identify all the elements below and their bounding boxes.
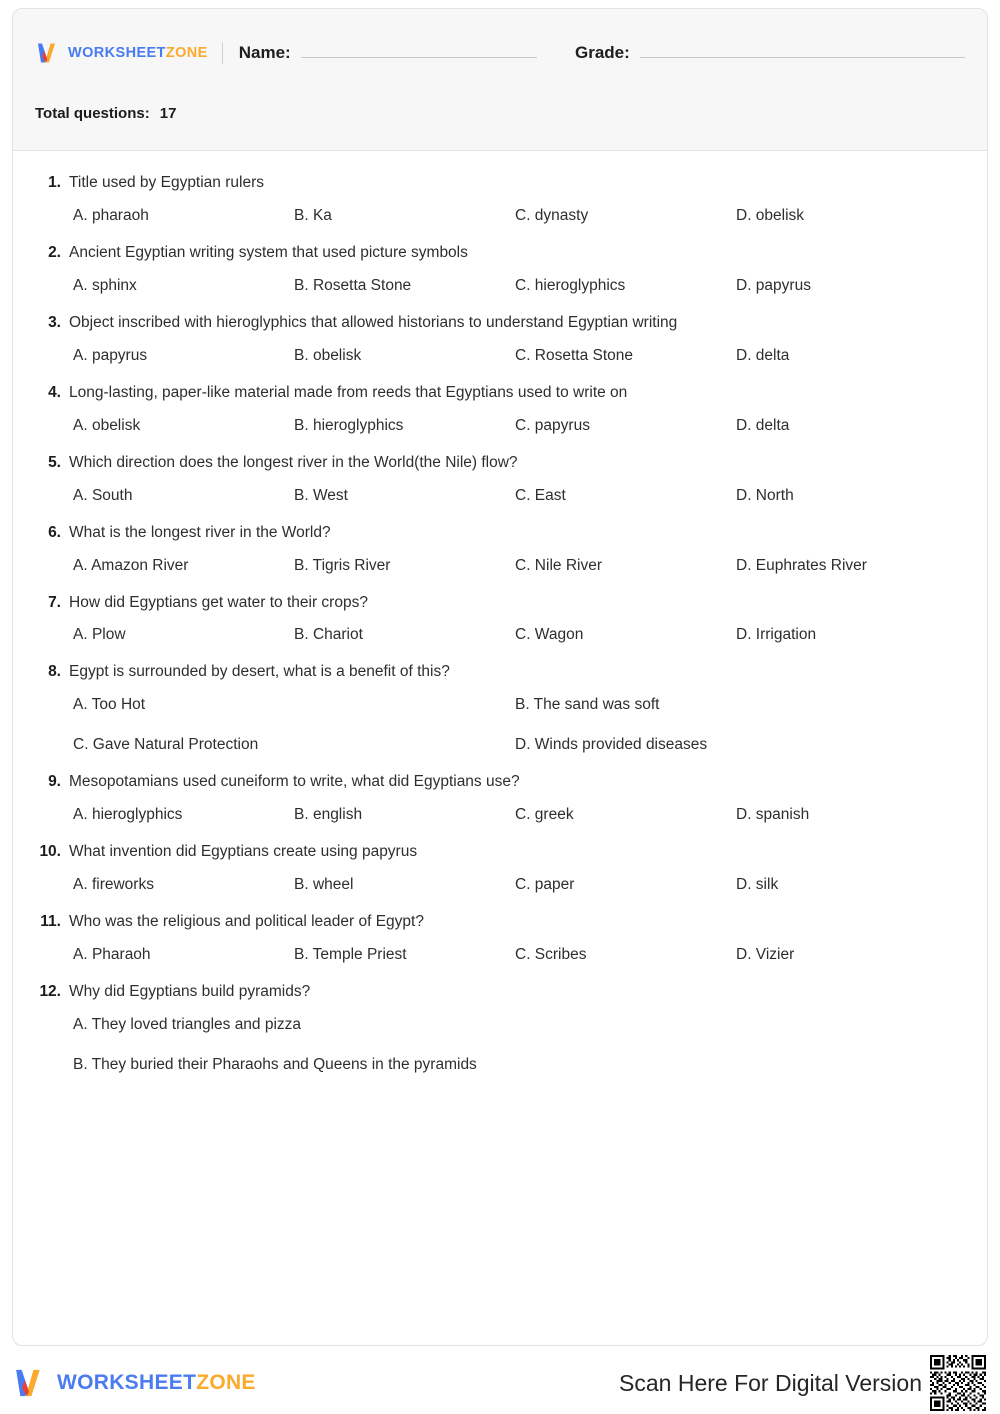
answer-options [35, 557, 965, 575]
answer-option[interactable]: B. hieroglyphics [294, 416, 404, 434]
answer-option[interactable]: B. Temple Priest [294, 946, 407, 964]
grade-field-line[interactable] [640, 43, 965, 58]
scan-here-text: Scan Here For Digital Version [619, 1369, 922, 1396]
answer-options [35, 876, 965, 894]
question-line [35, 523, 965, 544]
answer-option[interactable]: D. obelisk [736, 206, 805, 224]
question-number: 10. [39, 843, 61, 861]
answer-option[interactable]: B. wheel [294, 876, 354, 894]
total-questions-count: 17 [159, 105, 177, 122]
answer-option[interactable]: A. sphinx [73, 276, 137, 294]
question-line [35, 662, 965, 683]
answer-option[interactable]: C. Wagon [515, 626, 584, 644]
answer-option[interactable]: A. Plow [73, 626, 126, 644]
answer-option[interactable]: A. papyrus [73, 346, 148, 364]
worksheet-footer [12, 1356, 988, 1410]
answer-options [35, 417, 965, 435]
answer-option[interactable]: D. silk [736, 876, 779, 894]
answer-option[interactable]: C. dynasty [515, 206, 589, 224]
qr-code-icon[interactable] [928, 1353, 988, 1413]
answer-option[interactable]: D. delta [736, 346, 790, 364]
answer-option[interactable]: D. papyrus [736, 276, 811, 294]
answer-options [35, 487, 965, 505]
worksheet-header [13, 9, 987, 151]
question-block [35, 772, 965, 824]
answer-option[interactable]: C. Gave Natural Protection [73, 736, 259, 754]
question-text: What invention did Egyptians create using papyrus [69, 843, 418, 861]
question-block [35, 383, 965, 435]
question-text: Who was the religious and political leader of Egypt? [69, 913, 424, 931]
answer-option[interactable]: D. Irrigation [736, 626, 817, 644]
question-text: How did Egyptians get water to their crops? [69, 593, 368, 611]
brand-logo [35, 41, 208, 65]
answer-option[interactable]: B. Ka [294, 206, 332, 224]
question-number: 6. [48, 523, 61, 541]
answer-option[interactable]: B. West [294, 486, 348, 504]
header-divider [222, 42, 223, 64]
question-text: Mesopotamians used cuneiform to write, what did Egyptians use? [69, 773, 520, 791]
question-text: What is the longest river in the World? [69, 523, 331, 541]
question-line [35, 912, 965, 933]
answer-option[interactable]: C. Scribes [515, 946, 587, 964]
question-block [35, 982, 965, 1074]
answer-option[interactable]: A. hieroglyphics [73, 806, 183, 824]
footer-brand-name-part2: ZONE [196, 1371, 256, 1394]
question-line [35, 982, 965, 1003]
name-field[interactable] [239, 43, 537, 63]
answer-option[interactable]: C. East [515, 486, 566, 504]
answer-option[interactable]: B. obelisk [294, 346, 362, 364]
question-number: 11. [40, 913, 61, 931]
worksheet-page [12, 8, 988, 1346]
answer-option[interactable]: B. Chariot [294, 626, 363, 644]
answer-option[interactable]: B. They buried their Pharaohs and Queens in the pyramids [73, 1056, 477, 1074]
question-line [35, 453, 965, 474]
answer-option[interactable]: A. Too Hot [73, 696, 146, 714]
question-line [35, 243, 965, 264]
answer-option[interactable]: D. Winds provided diseases [515, 736, 708, 754]
grade-field-label: Grade: [575, 43, 630, 62]
question-line [35, 383, 965, 404]
answer-option[interactable]: D. North [736, 486, 794, 504]
worksheetzone-w-logo-icon [12, 1366, 48, 1400]
footer-scan-block [619, 1353, 988, 1413]
question-number: 7. [48, 593, 61, 611]
question-number: 8. [48, 663, 61, 681]
answer-option[interactable]: C. paper [515, 876, 575, 894]
question-block [35, 912, 965, 964]
question-block [35, 523, 965, 575]
answer-options [35, 946, 965, 964]
question-number: 1. [48, 174, 61, 191]
question-line [35, 173, 965, 194]
question-number: 4. [48, 383, 61, 401]
question-text: Egypt is surrounded by desert, what is a benefit of this? [69, 663, 450, 681]
answer-option[interactable]: A. South [73, 486, 133, 504]
answer-options [35, 626, 965, 644]
answer-options [35, 806, 965, 824]
questions-list [13, 151, 987, 1102]
answer-option[interactable]: B. The sand was soft [515, 696, 660, 714]
answer-option[interactable]: C. Rosetta Stone [515, 346, 634, 364]
question-line [35, 842, 965, 863]
question-block [35, 662, 965, 754]
answer-option[interactable]: A. obelisk [73, 416, 141, 434]
answer-option[interactable]: C. hieroglyphics [515, 276, 626, 294]
question-block [35, 453, 965, 505]
footer-brand-logo-text [57, 1371, 256, 1395]
total-questions [13, 75, 987, 122]
question-block [35, 243, 965, 295]
answer-options [35, 207, 965, 225]
name-field-line[interactable] [301, 43, 537, 58]
brand-logo-text [68, 45, 208, 61]
question-line [35, 313, 965, 334]
answer-option[interactable]: A. Pharaoh [73, 946, 151, 964]
answer-options [35, 696, 965, 754]
header-top-row [13, 9, 987, 75]
answer-option[interactable]: D. spanish [736, 806, 810, 824]
question-block [35, 593, 965, 645]
answer-option[interactable]: B. english [294, 806, 363, 824]
question-block [35, 313, 965, 365]
brand-name-part1: WORKSHEET [68, 45, 166, 61]
answer-option[interactable]: A. Amazon River [73, 556, 189, 574]
brand-name-part2: ZONE [165, 45, 208, 61]
question-text: Title used by Egyptian rulers [69, 174, 264, 191]
total-questions-label: Total questions: [35, 105, 150, 122]
answer-option[interactable]: A. fireworks [73, 876, 154, 894]
question-number: 2. [48, 243, 61, 261]
question-text: Why did Egyptians build pyramids? [69, 983, 311, 1001]
question-text: Object inscribed with hieroglyphics that allowed historians to understand Egyptian writing [69, 313, 678, 331]
answer-option[interactable]: C. greek [515, 806, 574, 824]
answer-option[interactable]: C. Nile River [515, 556, 602, 574]
answer-options [35, 277, 965, 295]
grade-field[interactable] [575, 43, 965, 63]
question-number: 3. [48, 313, 61, 331]
question-text: Ancient Egyptian writing system that used picture symbols [69, 243, 468, 261]
answer-option[interactable]: D. Euphrates River [736, 556, 867, 574]
answer-option[interactable]: B. Rosetta Stone [294, 276, 412, 294]
question-line [35, 593, 965, 614]
answer-option[interactable]: D. delta [736, 416, 790, 434]
footer-brand-name-part1: WORKSHEET [57, 1371, 197, 1394]
answer-option[interactable]: A. pharaoh [73, 206, 149, 224]
question-number: 5. [48, 453, 61, 471]
question-text: Long-lasting, paper-like material made from reeds that Egyptians used to write on [69, 383, 628, 401]
answer-option[interactable]: D. Vizier [736, 946, 795, 964]
answer-option[interactable]: B. Tigris River [294, 556, 391, 574]
question-number: 12. [39, 983, 61, 1001]
answer-options [35, 347, 965, 365]
question-number: 9. [48, 773, 61, 791]
answer-option[interactable]: C. papyrus [515, 416, 590, 434]
footer-brand-logo [12, 1366, 256, 1400]
answer-option[interactable]: A. They loved triangles and pizza [73, 1016, 302, 1034]
name-field-label: Name: [238, 43, 291, 62]
question-text: Which direction does the longest river in the World(the Nile) flow? [69, 453, 518, 471]
worksheetzone-w-logo-icon [35, 41, 61, 65]
question-block [35, 173, 965, 225]
question-block [35, 842, 965, 894]
question-line [35, 772, 965, 793]
answer-options [35, 1016, 965, 1074]
